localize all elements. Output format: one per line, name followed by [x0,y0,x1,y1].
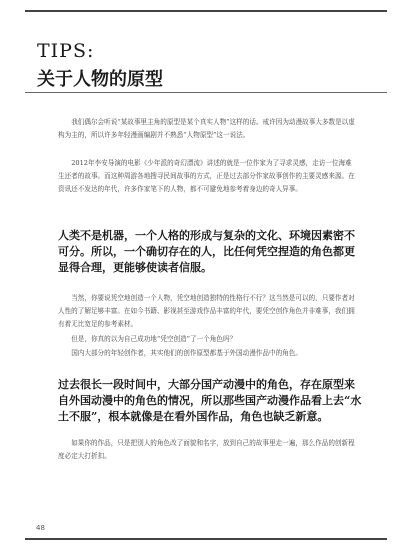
creation-paragraph: 当然，你要说凭空地创造一个人物，凭空地创造独特的性格行不行？这当然是可以的，只要作者对人性的了解足够丰富。在如今书籍、影视甚至游戏作品丰富的年代，要凭空创作角色并非难事，我们拥有着无比宽足的参考素材。 [58,294,355,328]
top-rule [25,10,387,12]
tips-label: TIPS: [37,40,95,62]
question-paragraph: 但是，你真的以为自己成功地“凭空创造”了一个角色吗？ [71,335,237,343]
reference-paragraph: 国内大部分的年轻创作者，其实他们的创作原型都基于外国动漫作品中的角色。 [71,349,302,357]
intro-paragraph: 我们偶尔会听说“某故事里主角的原型是某个真实人物”这样的话。戒许因为动漫故事大多数是以虚构为主的，所以许多年轻漫画编剧并不熟悉“人物原型”这一说法。 [58,118,355,139]
callout-human-nature: 人类不是机器，一个人格的形成与复杂的文化、环境因素密不可分。所以，一个确切存在的人，比任何凭空捏造的角色都更显得合理，更能够使读者信服。 [58,229,355,274]
callout-domestic-animation: 过去很长一段时间中，大部分国产动漫中的角色，存在原型来自外国动漫中的角色的情况，所以那些国产动漫作品看上去“水土不服”，根本就像是在看外国作品，角色也缺乏新意。 [58,378,362,423]
page-number: 48 [36,524,45,532]
bottom-rule [25,538,387,540]
closing-paragraph: 如果你的作品，只是把别人的角色改了面貌和名字，放到自己的故事里走一遍，那么作品的创新程度必定大打折扣。 [58,439,355,460]
film-paragraph: 2012年李安导演的电影《少年派的奇幻漂流》讲述的就是一位作家为了寻求灵感，走访一位海难生还者的故事。而这种周游各地搜寻民间故事的方式，正是过去部分作家故事创作的主要灵感来源。在资讯还不发达的年代，许多作家笔下的人物，都不可避免地参考着身边的奇人异事。 [58,159,355,193]
section-heading: 关于人物的原型 [37,69,163,90]
heading-rule [25,92,387,93]
